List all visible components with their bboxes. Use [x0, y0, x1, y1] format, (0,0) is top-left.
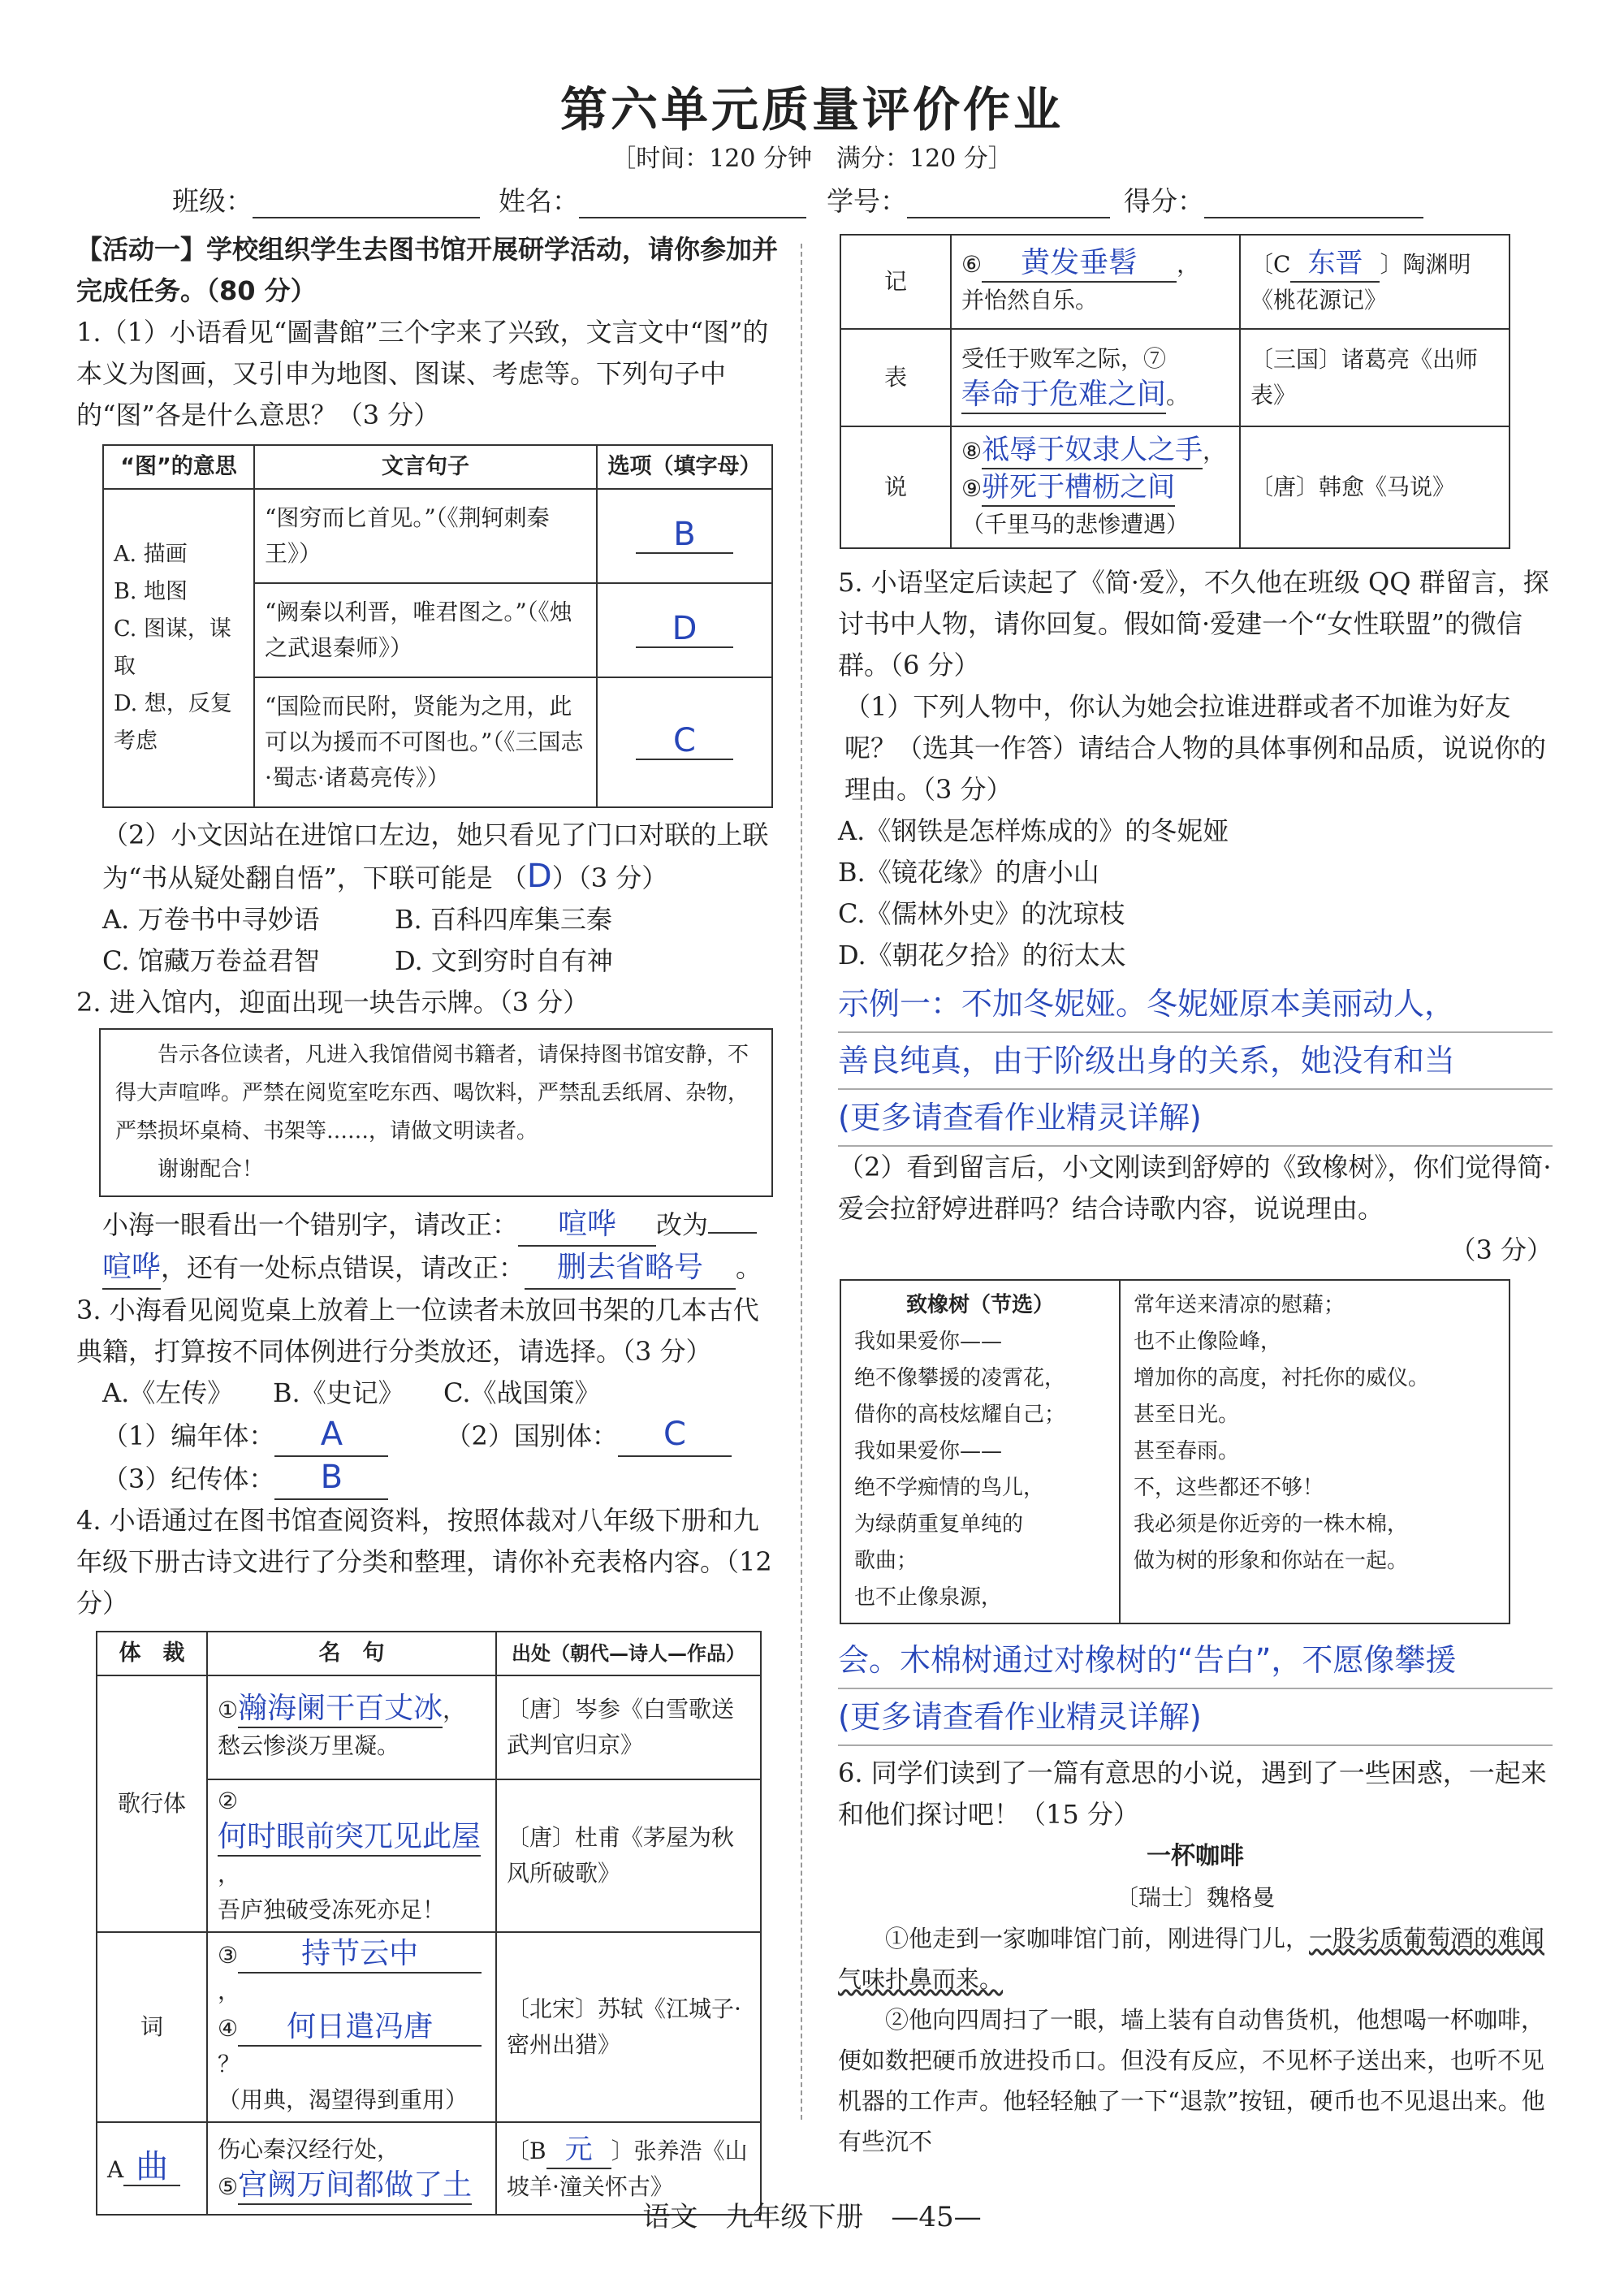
q2-notice-text: 告示各位读者，凡进入我馆借阅书籍者，请保持图书馆安静，不得大声喧哗。严禁在阅览室吃东西、喝饮料，严禁乱丢纸屑、杂物，严禁损坏桌椅、书架等……，请做文明读者。 — [115, 1043, 749, 1143]
poem-line: 不，这些都还不够！ — [1134, 1476, 1324, 1500]
q1-part2: （2）小文因站在进馆口左边，她只看见了门口对联的上联为“书从疑处翻自悟”，下联可能是 （D）（3 分） — [102, 819, 769, 895]
q3-stem: 3. 小海看见阅览桌上放着上一位读者未放回书架的几本古代典籍，打算按不同体例进行分类放还，请选择。（3 分） — [76, 1295, 759, 1367]
q4-row3-quote: ③ 持节云中， ④ 何日遣冯唐？ （用典，渴望得到重用） — [207, 1932, 496, 2122]
class-label: 班级： — [172, 185, 253, 217]
name-label: 姓名： — [499, 185, 579, 217]
q5-answer-1-line-2: 善良纯真，由于阶级出身的关系，她没有和当 — [838, 1033, 1553, 1090]
left-column — [76, 229, 780, 2216]
q4-answer-7[interactable]: 奉命于危难之间 — [961, 377, 1166, 414]
score-blank[interactable] — [1204, 186, 1423, 218]
q4-th-genre: 体 裁 — [97, 1632, 207, 1675]
poem-line: 增加你的高度，衬托你的威仪。 — [1134, 1366, 1430, 1390]
q2-answer-punctuation[interactable]: 删去省略号 — [525, 1247, 736, 1290]
q4-row2-text: 吾庐独破受冻死亦足！ — [218, 1896, 446, 1923]
q4-genre-gexingti: 歌行体 — [97, 1675, 207, 1932]
q1-answer-3[interactable]: C — [636, 723, 733, 760]
q3-answer-row-2 — [76, 1457, 780, 1500]
q5-part2-score: （3 分） — [1449, 1234, 1553, 1265]
poem-line: 我必须是你近旁的一株木棉， — [1134, 1512, 1409, 1537]
q5-answer-2-line-2: (更多请查看作业精灵详解) — [838, 1689, 1553, 1746]
q5-answer-2-block[interactable] — [838, 1632, 1553, 1746]
q2-text-2: 改为 — [656, 1209, 709, 1240]
q4-row2-quote: ②何时眼前突兀见此屋， 吾庐独破受冻死亦足！ — [207, 1779, 496, 1932]
q5-answer-1-line-1: 示例一：不加冬妮娅。冬妮娅原本美丽动人， — [838, 976, 1553, 1033]
q4-row1-source: 〔唐〕岑参《白雪歌送武判官归京》 — [496, 1675, 761, 1779]
poem-line: 我如果爱你—— — [854, 1439, 1003, 1463]
q4-answer-4[interactable]: 何日遣冯唐 — [238, 2009, 482, 2047]
q5-answer-2-line-1: 会。木棉树通过对橡树的“告白”，不愿像攀援 — [838, 1632, 1553, 1689]
q4-table-part2 — [840, 234, 1510, 549]
poem-line: 借你的高枝炫耀自己； — [854, 1403, 1066, 1427]
q6-p1-text: ①他走到一家咖啡馆门前，刚进得门儿， — [885, 1925, 1310, 1952]
name-field — [499, 180, 806, 218]
q4-genre-shuo: 说 — [840, 426, 951, 548]
q4-row6-text: 受任于败军之际， — [961, 345, 1144, 372]
q2-answer-line — [76, 1204, 780, 1290]
q5-stem: 5. 小语坚定后读起了《简·爱》，不久他在班级 QQ 群留言，探讨书中人物，请你回复。假如简·爱建一个“女性联盟”的微信群。（6 分） — [838, 567, 1549, 681]
q5-option-d: D.《朝花夕拾》的衍太太 — [838, 940, 1126, 971]
q1-table — [102, 444, 773, 808]
poem-line: 绝不学痴情的鸟儿， — [854, 1476, 1045, 1500]
q2-text-1: 小海一眼看出一个错别字，请改正： — [102, 1209, 519, 1240]
page-footer: 语文 九年级下册 —45— — [642, 2201, 982, 2233]
q3-options — [76, 1373, 780, 1414]
q4-answer-6[interactable]: 黄发垂髫 — [982, 245, 1177, 283]
q4-answer-9[interactable]: 骈死于槽枥之间 — [982, 469, 1175, 507]
q4-row7-quote: ⑧祗辱于奴隶人之手， ⑨骈死于槽枥之间 （千里马的悲惨遭遇） — [951, 426, 1240, 548]
q1-sentence-3: “国险而民附，贤能为之用，此可以为援而不可图也。”（《三国志·蜀志·诸葛亮传》） — [254, 677, 597, 807]
q4-th-quote: 名 句 — [207, 1632, 496, 1675]
q4-answer-c[interactable]: 东晋 — [1290, 245, 1380, 283]
q4-row4-src-b: 〕张养浩《山坡羊·潼关怀古》 — [507, 2138, 748, 2200]
q4-answer-5[interactable]: 宫阙万间都做了土 — [238, 2168, 472, 2205]
q6-stem: 6. 同学们读到了一篇有意思的小说，遇到了一些困惑，一起来和他们探讨吧！（15 分） — [838, 1757, 1547, 1830]
q2-blank-tail — [708, 1232, 757, 1234]
q5-option-b: B.《镜花缘》的唐小山 — [838, 857, 1099, 888]
poem-line: 为绿荫重复单纯的 — [854, 1512, 1024, 1537]
q4-row4-quote: 伤心秦汉经行处， ⑤宫阙万间都做了土 — [207, 2122, 496, 2215]
id-label: 学号： — [827, 185, 907, 217]
q4-genre-prefix: A — [107, 2156, 124, 2183]
activity-1-title: 【活动一】学校组织学生去图书馆开展研学活动，请你参加并完成任务。（80 分） — [76, 234, 779, 306]
q4-row6-quote: 受任于败军之际，⑦奉命于危难之间。 — [951, 329, 1240, 426]
q5-poem-right — [1120, 1280, 1510, 1623]
q4-row3-source: 〔北宋〕苏轼《江城子·密州出猎》 — [496, 1932, 761, 2122]
q1-meanings: A. 描画 B. 地图 C. 图谋，谋取 D. 想，反复考虑 — [103, 489, 254, 807]
column-divider — [801, 244, 802, 2120]
q4-answer-a[interactable]: 曲 — [123, 2149, 180, 2186]
poem-line: 常年送来清凉的慰藉； — [1134, 1293, 1345, 1317]
q4-answer-2[interactable]: 何时眼前突兀见此屋 — [218, 1819, 481, 1857]
q3-answer-2[interactable]: C — [618, 1414, 732, 1457]
q1-options-row-2 — [76, 940, 780, 982]
score-label: 得分： — [1124, 185, 1204, 217]
q2-answer-wrong-char[interactable]: 喧哗 — [518, 1204, 656, 1247]
q6-story-title: 一杯咖啡 — [1147, 1842, 1244, 1870]
q1-option-b: B. 百科四库集三秦 — [395, 904, 612, 935]
poem-line: 甚至春雨。 — [1134, 1439, 1240, 1463]
q4-row5-text: 并怡然自乐。 — [961, 287, 1099, 313]
exam-time-info: ［时间：120 分钟 满分：120 分］ — [611, 145, 1013, 173]
q4-stem: 4. 小语通过在图书馆查阅资料，按照体裁对八年级下册和九年级下册古诗文进行了分类和整理，请你补充表格内容。（12 分） — [76, 1505, 772, 1619]
q3-answer-1[interactable]: A — [274, 1414, 388, 1457]
q5-answer-1-block[interactable] — [838, 976, 1553, 1147]
q3-option-c: C.《战国策》 — [443, 1377, 601, 1408]
q1-options-row-1 — [76, 899, 780, 940]
q1-part2-text: （2）小文因站在进馆口左边，她只看见了门口对联的上联为“书从疑处翻自悟”，下联可能是 — [102, 819, 769, 893]
poem-line: 做为树的形象和你站在一起。 — [1134, 1549, 1409, 1573]
q5-option-c: C.《儒林外史》的沈琼枝 — [838, 898, 1125, 929]
poem-line: 我如果爱你—— — [854, 1329, 1003, 1354]
q4-genre-ci: 词 — [97, 1932, 207, 2122]
class-field — [172, 180, 480, 218]
q6-paragraph-2: ②他向四周扫了一眼，墙上装有自动售货机，他想喝一杯咖啡，便如数把硬币放进投币口。但没有反应，不见杯子送出来，也听不见机器的工作声。他轻轻触了一下“退款”按钮，硬币也不见退出来。他有些沉不 — [838, 2006, 1545, 2155]
q1-sentence-1: “图穷而匕首见。”（《荆轲刺秦王》） — [254, 489, 597, 583]
q2-notice-board — [99, 1028, 773, 1197]
q4-answer-1[interactable]: 瀚海阑干百丈冰 — [238, 1691, 443, 1728]
q4-genre-biao: 表 — [840, 329, 951, 426]
q5-poem-box — [840, 1279, 1510, 1624]
q2-text-4: 。 — [736, 1252, 762, 1283]
student-id-field — [827, 180, 1110, 218]
q4-row7-text: （千里马的悲惨遭遇） — [961, 511, 1190, 538]
q4-row7-source: 〔唐〕韩愈《马说》 — [1240, 426, 1510, 548]
q3-answer-row-1 — [76, 1414, 780, 1457]
q1-answer-2[interactable]: D — [636, 611, 733, 648]
q2-answer-corrected[interactable]: 喧哗 — [102, 1247, 161, 1290]
poem-line: 也不止像险峰， — [1134, 1329, 1282, 1354]
poem-line: 绝不像攀援的凌霄花， — [854, 1366, 1066, 1390]
q5-poem-left — [840, 1280, 1120, 1623]
q4-th-source: 出处（朝代—诗人—作品） — [496, 1632, 761, 1675]
poem-line: 歌曲； — [854, 1549, 918, 1573]
q1-th-sentence: 文言句子 — [254, 445, 597, 489]
name-blank[interactable] — [579, 186, 806, 218]
q4-row1-quote: ①瀚海阑干百丈冰， 愁云惨淡万里凝。 — [207, 1675, 496, 1779]
q4-answer-3[interactable]: 持节云中 — [238, 1936, 482, 1974]
q4-row4-src-a: 〔B — [507, 2138, 546, 2164]
q4-row5-src-a: 〔C — [1250, 251, 1291, 278]
q4-table-part1 — [96, 1631, 762, 2216]
q6-p1-underlined: 一股劣质葡萄酒的难闻气味扑鼻而来。 — [838, 1925, 1545, 1993]
q4-row5-source — [1240, 235, 1510, 329]
q4-row2-source: 〔唐〕杜甫《茅屋为秋风所破歌》 — [496, 1779, 761, 1932]
q5-part2: （2）看到留言后，小文刚读到舒婷的《致橡树》，你们觉得简·爱会拉舒婷进群吗？结合诗歌内容，说说理由。 — [838, 1152, 1552, 1224]
class-blank[interactable] — [253, 186, 480, 218]
q4-row6-source: 〔三国〕诸葛亮《出师表》 — [1240, 329, 1510, 426]
q5-part1: （1）下列人物中，你认为她会拉谁进群或者不加谁为好友呢？（选其一作答）请结合人物的具体事例和品质，说说你的理由。（3 分） — [844, 691, 1547, 805]
q5-answer-1-line-3: (更多请查看作业精灵详解) — [838, 1090, 1553, 1147]
right-column — [838, 227, 1553, 2162]
q4-row4-text: 伤心秦汉经行处， — [218, 2136, 400, 2163]
q4-row3-text: （用典，渴望得到重用） — [218, 2086, 469, 2113]
q1-option-d: D. 文到穷时自有神 — [395, 945, 613, 976]
q1-sentence-2: “阙秦以利晋，唯君图之。”（《烛之武退秦师》） — [254, 583, 597, 677]
q4-row5-quote: ⑥ 黄发垂髫 ， 并怡然自乐。 — [951, 235, 1240, 329]
q3-label-2: （2）国别体： — [445, 1420, 618, 1451]
q1-part2-score: （3 分） — [577, 862, 668, 893]
q1-stem: 1.（1）小语看见“圖書館”三个字来了兴致，文言文中“图”的本义为图画，又引申为地图、图谋、考虑等。下列句子中的“图”各是什么意思？（3 分） — [76, 317, 769, 430]
poem-line: 甚至日光。 — [1134, 1403, 1240, 1427]
q1-answer-1[interactable]: B — [636, 517, 733, 554]
id-blank[interactable] — [907, 186, 1110, 218]
q4-answer-b[interactable]: 元 — [546, 2132, 611, 2169]
q4-genre-ji: 记 — [840, 235, 951, 329]
q1-th-option: 选项（填字母） — [597, 445, 772, 489]
q6-story-author: 〔瑞士〕魏格曼 — [1115, 1884, 1275, 1911]
q3-answer-3[interactable]: B — [274, 1457, 388, 1500]
q1-option-a: A. 万卷书中寻妙语 — [102, 904, 320, 935]
q1-th-meaning: “图”的意思 — [103, 445, 254, 489]
q4-row1-text: 愁云惨淡万里凝。 — [218, 1732, 400, 1759]
poem-line: 也不止像泉源， — [854, 1585, 1003, 1610]
q2-text-3: ，还有一处标点错误，请改正： — [161, 1252, 525, 1283]
q2-notice-thanks: 谢谢配合！ — [158, 1157, 264, 1182]
page-title: 第六单元质量评价作业 — [559, 82, 1064, 137]
q4-answer-8[interactable]: 祗辱于奴隶人之手 — [982, 432, 1203, 469]
q3-option-a: A.《左传》 — [102, 1377, 234, 1408]
q4-row5-src-b: 〕陶渊明《桃花源记》 — [1250, 251, 1471, 313]
q5-option-a: A.《钢铁是怎样炼成的》的冬妮娅 — [838, 815, 1229, 846]
q1-part2-answer[interactable]: D — [526, 858, 552, 895]
q6-paragraph-1 — [838, 1918, 1553, 1999]
q3-option-b: B.《史记》 — [273, 1377, 404, 1408]
q3-label-1: （1）编年体： — [102, 1420, 275, 1451]
score-field — [1124, 180, 1423, 218]
q3-label-3: （3）纪传体： — [102, 1463, 275, 1494]
q1-option-c: C. 馆藏万卷益君智 — [102, 945, 320, 976]
q5-poem-title: 致橡树（节选） — [905, 1293, 1054, 1317]
q2-stem: 2. 进入馆内，迎面出现一块告示牌。（3 分） — [76, 987, 590, 1018]
